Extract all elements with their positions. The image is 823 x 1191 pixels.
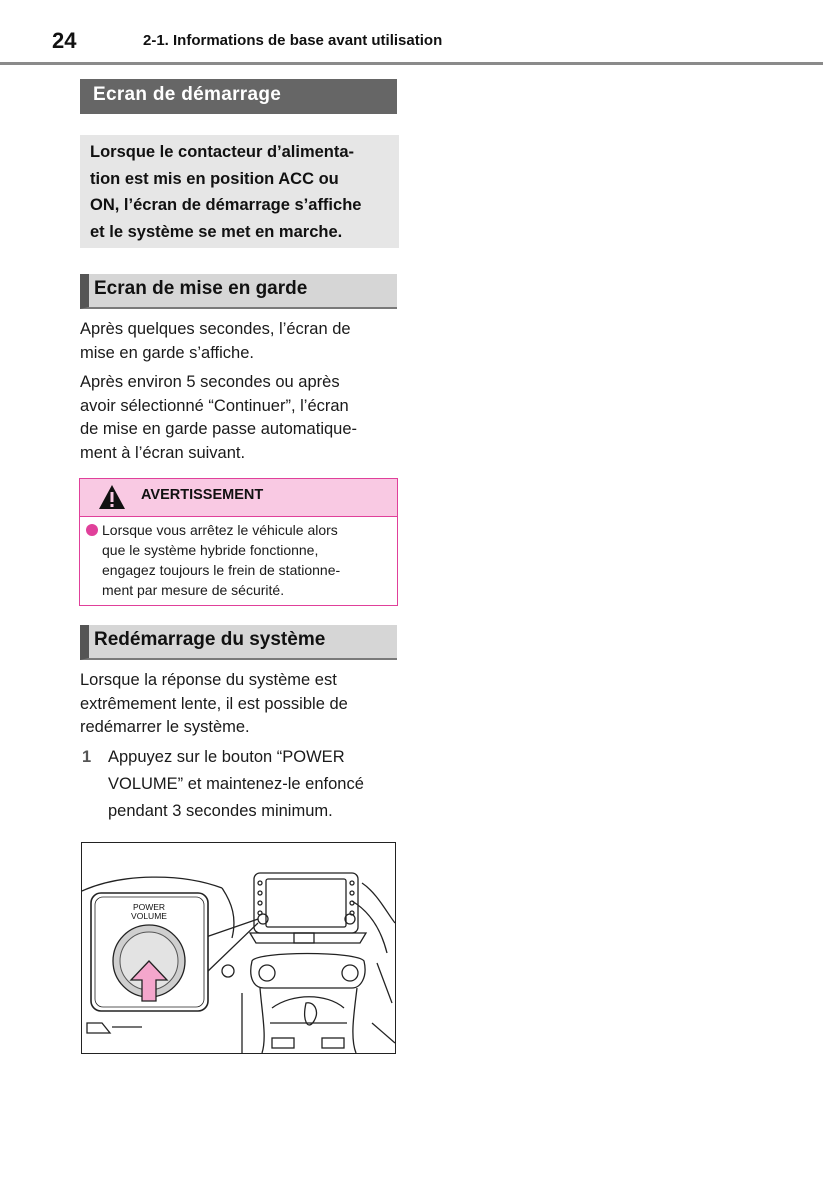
caution-paragraph-2: [80, 371, 398, 465]
dashboard-drawing: [82, 843, 395, 1053]
bullet-icon: [86, 524, 98, 536]
warning-line: ment par mesure de sécurité.: [102, 582, 285, 598]
text-line: de mise en garde passe automatique-: [80, 420, 358, 438]
warning-box: [79, 478, 398, 606]
warning-line: que le système hybride fonctionne,: [102, 542, 319, 558]
step-text: [108, 744, 400, 825]
summary-line: Lorsque le contacteur d’alimenta-: [90, 143, 355, 161]
warning-body: [80, 517, 397, 600]
summary-line: ON, l’écran de démarrage s’affiche: [90, 196, 362, 214]
power-volume-label-line2: VOLUME: [131, 911, 167, 921]
warning-line: engagez toujours le frein de stationne-: [102, 562, 341, 578]
text-line: Appuyez sur le bouton “POWER: [108, 748, 345, 766]
text-line: ment à l’écran suivant.: [80, 443, 246, 462]
warning-line: Lorsque vous arrêtez le véhicule alors: [102, 522, 338, 538]
running-header: 2-1. Informations de base avant utilisation: [143, 32, 443, 49]
dashboard-illustration: [81, 842, 396, 1054]
text-line: Après quelques secondes, l’écran de: [80, 320, 351, 338]
warning-title: AVERTISSEMENT: [141, 487, 264, 503]
section-title-startup: Ecran de démarrage: [80, 79, 397, 114]
text-line: mise en garde s’affiche.: [80, 343, 254, 362]
restart-paragraph: [80, 669, 398, 740]
text-line: pendant 3 secondes minimum.: [108, 802, 333, 820]
summary-line: tion est mis en position ACC ou: [90, 169, 339, 188]
section-title-caution-screen: Ecran de mise en garde: [80, 274, 397, 309]
header-rule: [0, 62, 823, 65]
text-line: extrêmement lente, il est possible de: [80, 694, 348, 713]
warning-header: [80, 479, 397, 517]
text-line: Lorsque la réponse du système est: [80, 671, 337, 689]
warning-triangle-icon: [98, 484, 126, 510]
text-line: Après environ 5 secondes ou après: [80, 373, 340, 391]
section-title-restart: Redémarrage du système: [80, 625, 397, 660]
power-volume-label-line1: POWER: [132, 902, 166, 912]
step-number: 1: [82, 748, 92, 766]
text-line: VOLUME” et maintenez-le enfoncé: [108, 775, 364, 793]
summary-box: [80, 135, 399, 248]
caution-paragraph-1: [80, 318, 398, 365]
text-line: avoir sélectionné “Continuer”, l’écran: [80, 396, 349, 415]
text-line: redémarrer le système.: [80, 718, 250, 736]
page-number: 24: [52, 28, 77, 53]
summary-line: et le système se met en marche.: [90, 222, 343, 241]
